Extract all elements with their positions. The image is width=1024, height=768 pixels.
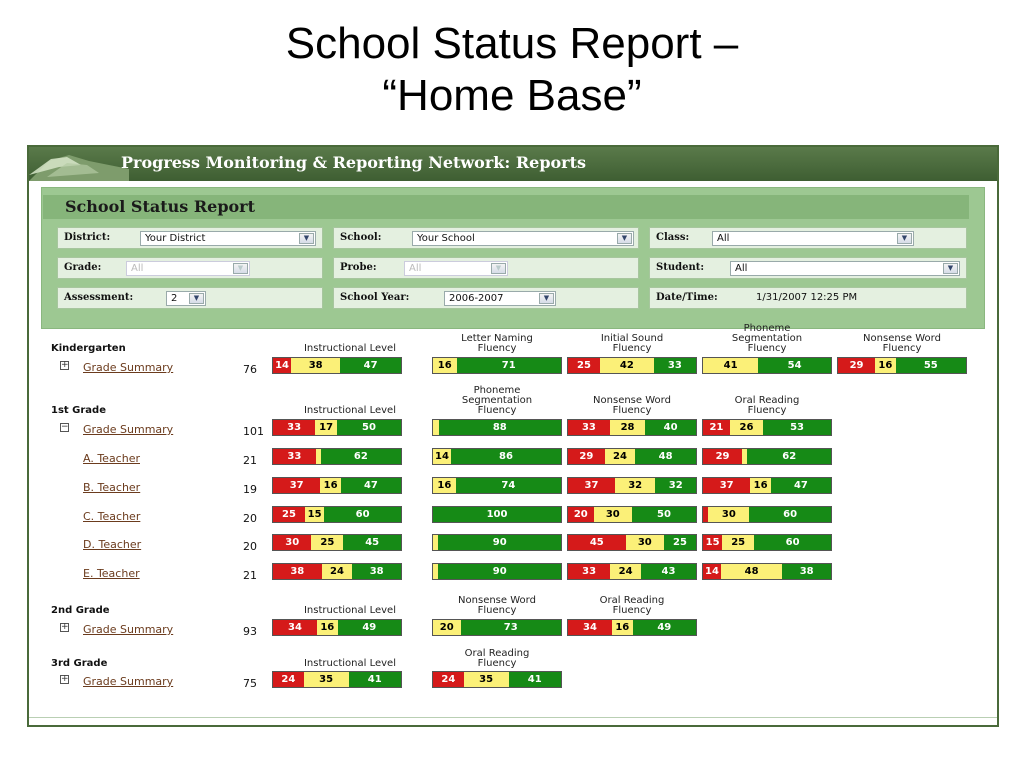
probe-value: All <box>409 263 422 274</box>
status-bar[interactable] <box>432 506 562 523</box>
grade-label-1st-grade: 1st Grade <box>51 405 106 416</box>
chevron-down-icon[interactable]: ▼ <box>189 293 204 304</box>
status-segment: 37 <box>273 478 320 493</box>
teacher-link[interactable]: D. Teacher <box>83 538 142 551</box>
col-head-nonsense-word: Nonsense Word Fluency <box>593 395 671 416</box>
status-segment: 37 <box>568 478 615 493</box>
district-filter <box>57 227 323 249</box>
status-bar[interactable] <box>702 419 832 436</box>
class-filter <box>649 227 967 249</box>
status-segment: 30 <box>273 535 311 550</box>
status-segment: 71 <box>457 358 561 373</box>
assessment-label: Assessment: <box>64 292 134 303</box>
status-segment: 41 <box>349 672 401 687</box>
status-segment: 20 <box>433 620 461 635</box>
status-bar[interactable] <box>567 419 697 436</box>
status-segment: 20 <box>568 507 594 522</box>
status-segment: 29 <box>568 449 605 464</box>
datetime-filter <box>649 287 967 309</box>
status-segment: 25 <box>568 358 600 373</box>
status-bar[interactable] <box>567 357 697 374</box>
app-header <box>29 147 997 181</box>
status-segment: 24 <box>273 672 304 687</box>
school-filter <box>333 227 639 249</box>
status-segment: 32 <box>655 478 696 493</box>
col-head-instructional: Instructional Level <box>303 605 396 616</box>
status-segment: 50 <box>632 507 696 522</box>
teacher-link[interactable]: A. Teacher <box>83 452 140 465</box>
probe-filter <box>333 257 639 279</box>
status-segment: 43 <box>641 564 696 579</box>
status-segment: 90 <box>438 564 561 579</box>
status-segment: 26 <box>730 420 763 435</box>
col-head-letter-naming: Letter Naming Fluency <box>461 333 533 354</box>
status-segment: 16 <box>875 358 895 373</box>
status-segment: 74 <box>456 478 561 493</box>
status-segment: 35 <box>464 672 509 687</box>
status-segment: 54 <box>758 358 831 373</box>
g1-grade-summary-count: 101 <box>243 425 264 438</box>
app-window <box>27 145 999 727</box>
status-segment: 16 <box>433 478 456 493</box>
status-bar[interactable] <box>432 534 562 551</box>
slide-title-line-1: School Status Report – <box>285 19 739 68</box>
teacher-count: 20 <box>243 540 257 553</box>
status-segment: 45 <box>568 535 626 550</box>
status-segment: 48 <box>721 564 782 579</box>
status-segment: 88 <box>439 420 561 435</box>
teacher-count: 21 <box>243 454 257 467</box>
status-bar[interactable] <box>702 506 832 523</box>
status-segment: 15 <box>703 535 722 550</box>
status-segment: 25 <box>722 535 754 550</box>
status-segment: 17 <box>315 420 337 435</box>
col-head-oral-reading: Oral Reading Fluency <box>464 648 530 669</box>
status-segment: 53 <box>763 420 831 435</box>
district-label: District: <box>64 232 111 243</box>
status-segment: 86 <box>451 449 561 464</box>
status-segment: 48 <box>635 449 696 464</box>
status-segment: 14 <box>273 358 291 373</box>
status-segment: 40 <box>645 420 696 435</box>
probe-select[interactable] <box>404 261 508 276</box>
status-segment: 16 <box>317 620 338 635</box>
chevron-down-icon[interactable]: ▼ <box>897 233 912 244</box>
status-segment: 38 <box>273 564 322 579</box>
assessment-value: 2 <box>171 293 178 304</box>
status-segment: 14 <box>434 451 449 462</box>
status-bar[interactable] <box>432 477 562 494</box>
status-segment: 21 <box>703 420 730 435</box>
status-segment: 47 <box>341 478 401 493</box>
app-title: Progress Monitoring & Reporting Network: Reports <box>121 153 587 172</box>
k-grade-summary-count: 76 <box>243 363 257 376</box>
chevron-down-icon[interactable]: ▼ <box>491 263 506 274</box>
status-segment: 32 <box>615 478 656 493</box>
report-title: School Status Report <box>43 195 969 219</box>
status-segment: 47 <box>771 478 831 493</box>
teacher-link[interactable]: E. Teacher <box>83 567 140 580</box>
status-segment: 49 <box>338 620 401 635</box>
assessment-select[interactable] <box>166 291 206 306</box>
col-head-oral-reading: Oral Reading Fluency <box>599 595 665 616</box>
teacher-link[interactable]: B. Teacher <box>83 481 141 494</box>
col-head-phoneme-seg: Phoneme Segmentation Fluency <box>461 385 533 416</box>
status-segment: 33 <box>568 420 610 435</box>
status-segment: 60 <box>749 507 831 522</box>
status-bar[interactable] <box>567 619 697 636</box>
status-bar[interactable] <box>272 563 402 580</box>
status-segment: 47 <box>340 358 401 373</box>
status-segment: 90 <box>438 535 561 550</box>
status-segment: 60 <box>754 535 831 550</box>
col-head-oral-reading: Oral Reading Fluency <box>734 395 800 416</box>
status-segment: 33 <box>273 449 316 464</box>
status-segment: 41 <box>703 358 758 373</box>
assessment-filter <box>57 287 323 309</box>
chevron-down-icon[interactable]: ▼ <box>233 263 248 274</box>
col-head-initial-sound: Initial Sound Fluency <box>600 333 664 354</box>
status-segment: 37 <box>703 478 750 493</box>
status-segment: 38 <box>782 564 831 579</box>
class-select[interactable] <box>712 231 914 246</box>
status-segment: 25 <box>311 535 343 550</box>
grade-label-3rd-grade: 3rd Grade <box>51 658 108 669</box>
school-label: School: <box>340 232 382 243</box>
status-bar[interactable] <box>567 506 697 523</box>
class-value: All <box>717 233 730 244</box>
col-head-instructional: Instructional Level <box>303 343 396 354</box>
district-select[interactable] <box>140 231 316 246</box>
district-value: Your District <box>145 233 206 244</box>
chevron-down-icon[interactable]: ▼ <box>299 233 314 244</box>
status-segment: 30 <box>594 507 632 522</box>
status-segment: 33 <box>568 564 610 579</box>
student-value: All <box>735 263 748 274</box>
status-bar[interactable] <box>432 419 562 436</box>
status-segment: 16 <box>612 620 633 635</box>
status-segment: 29 <box>703 449 742 464</box>
status-bar[interactable] <box>432 357 562 374</box>
status-bar[interactable] <box>272 506 402 523</box>
status-segment: 55 <box>896 358 966 373</box>
divider <box>29 717 997 718</box>
collapse-icon[interactable]: − <box>61 422 69 432</box>
teacher-count: 19 <box>243 483 257 496</box>
student-select[interactable] <box>730 261 960 276</box>
status-bar[interactable] <box>272 671 402 688</box>
status-segment: 45 <box>343 535 401 550</box>
status-segment: 34 <box>273 620 317 635</box>
grade-label: Grade: <box>64 262 102 273</box>
g3-grade-summary-count: 75 <box>243 677 257 690</box>
status-bar[interactable] <box>702 448 832 465</box>
teacher-count: 20 <box>243 512 257 525</box>
status-segment: 73 <box>461 620 561 635</box>
school-year-select[interactable] <box>444 291 556 306</box>
status-bar[interactable] <box>837 357 967 374</box>
status-bar[interactable] <box>432 448 562 465</box>
datetime-label: Date/Time: <box>656 292 718 303</box>
col-head-instructional: Instructional Level <box>303 405 396 416</box>
status-segment: 33 <box>273 420 315 435</box>
g2-grade-summary-link[interactable]: Grade Summary <box>83 623 174 636</box>
probe-label: Probe: <box>340 262 377 273</box>
status-segment: 16 <box>750 478 770 493</box>
school-year-filter <box>333 287 639 309</box>
g1-grade-summary-link[interactable]: Grade Summary <box>83 423 174 436</box>
expand-icon[interactable]: + <box>61 360 69 370</box>
status-segment: 24 <box>433 672 464 687</box>
col-head-phoneme-seg: Phoneme Segmentation Fluency <box>731 323 803 354</box>
status-segment: 38 <box>291 358 340 373</box>
col-head-nonsense-word: Nonsense Word Fluency <box>458 595 536 616</box>
status-segment: 16 <box>320 478 340 493</box>
status-segment: 38 <box>352 564 401 579</box>
status-segment: 24 <box>605 449 635 464</box>
datetime-value: 1/31/2007 12:25 PM <box>756 292 858 303</box>
student-filter <box>649 257 967 279</box>
school-select[interactable] <box>412 231 634 246</box>
teacher-count: 21 <box>243 569 257 582</box>
k-grade-summary-link[interactable]: Grade Summary <box>83 361 174 374</box>
status-segment: 14 <box>704 566 719 577</box>
status-bar[interactable] <box>702 477 832 494</box>
col-head-instructional: Instructional Level <box>303 658 396 669</box>
class-label: Class: <box>656 232 690 243</box>
status-bar[interactable] <box>702 357 832 374</box>
grade-label-2nd-grade: 2nd Grade <box>51 605 110 616</box>
status-segment: 30 <box>708 507 749 522</box>
status-bar[interactable] <box>567 477 697 494</box>
status-bar[interactable] <box>272 448 402 465</box>
col-head-nonsense-word: Nonsense Word Fluency <box>863 333 941 354</box>
expand-icon[interactable]: + <box>61 622 69 632</box>
g3-grade-summary-link[interactable]: Grade Summary <box>83 675 174 688</box>
chevron-down-icon[interactable]: ▼ <box>617 233 632 244</box>
status-segment: 24 <box>322 564 353 579</box>
school-value: Your School <box>417 233 475 244</box>
slide-title <box>0 18 1024 122</box>
status-segment: 50 <box>337 420 401 435</box>
status-bar[interactable] <box>567 448 697 465</box>
status-segment: 24 <box>610 564 641 579</box>
expand-icon[interactable]: + <box>61 674 69 684</box>
school-year-value: 2006-2007 <box>449 293 504 304</box>
network-logo-icon <box>29 147 129 181</box>
status-segment: 25 <box>664 535 696 550</box>
status-bar[interactable] <box>567 563 697 580</box>
chevron-down-icon[interactable]: ▼ <box>943 263 958 274</box>
grade-select[interactable] <box>126 261 250 276</box>
status-bar[interactable] <box>432 563 562 580</box>
status-segment: 16 <box>433 358 457 373</box>
status-bar[interactable] <box>272 357 402 374</box>
slide-title-line-2: “Home Base” <box>382 71 642 120</box>
status-segment: 62 <box>321 449 401 464</box>
status-segment: 35 <box>304 672 349 687</box>
status-segment: 62 <box>747 449 831 464</box>
status-bar[interactable] <box>702 563 832 580</box>
grade-value: All <box>131 263 144 274</box>
grade-label-kindergarten: Kindergarten <box>51 343 126 354</box>
status-bar[interactable] <box>272 477 402 494</box>
status-segment: 60 <box>324 507 401 522</box>
chevron-down-icon[interactable]: ▼ <box>539 293 554 304</box>
status-bar[interactable] <box>432 619 562 636</box>
status-bar[interactable] <box>272 534 402 551</box>
status-segment: 30 <box>626 535 664 550</box>
status-segment: 29 <box>838 358 875 373</box>
status-segment: 25 <box>273 507 305 522</box>
status-segment: 49 <box>633 620 696 635</box>
status-bar[interactable] <box>567 534 697 551</box>
student-label: Student: <box>656 262 705 273</box>
status-segment: 34 <box>568 620 612 635</box>
status-segment: 33 <box>654 358 696 373</box>
g2-grade-summary-count: 93 <box>243 625 257 638</box>
status-segment: 28 <box>610 420 645 435</box>
teacher-link[interactable]: C. Teacher <box>83 510 141 523</box>
status-bar[interactable] <box>272 619 402 636</box>
status-segment: 42 <box>600 358 654 373</box>
status-bar[interactable] <box>702 534 832 551</box>
status-bar[interactable] <box>272 419 402 436</box>
status-bar[interactable] <box>432 671 562 688</box>
school-year-label: School Year: <box>340 292 410 303</box>
status-segment: 100 <box>433 507 561 522</box>
grade-filter <box>57 257 323 279</box>
status-segment: 15 <box>305 507 324 522</box>
status-segment: 41 <box>509 672 561 687</box>
